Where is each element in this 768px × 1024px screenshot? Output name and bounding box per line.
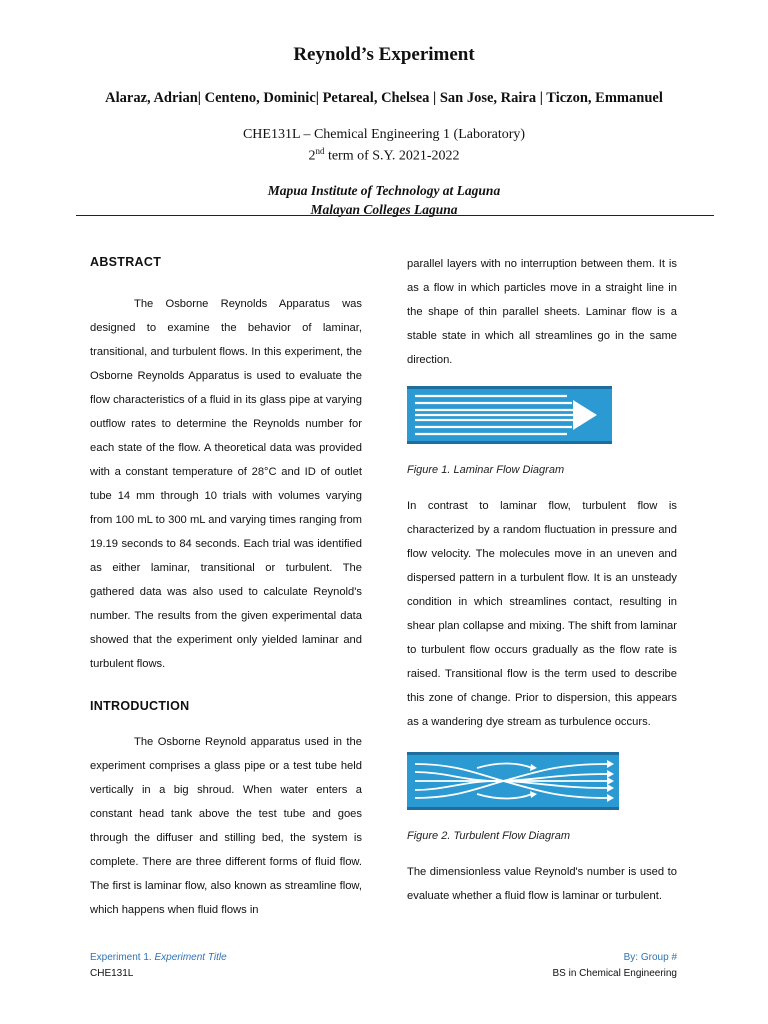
abstract-body: The Osborne Reynolds Apparatus was designed to examine the behavior of laminar, transitional, and turbulent flows. In this experiment, the Osborne Reynolds Apparatus is used to evaluate the flow characteristics of a fluid in its glass pipe at varying outflow rates to determine the Reynolds number for each state of the flow. A theoretical data was provided with a constant temperature of 28°C and ID of outlet tube 14 mm through 10 trials with volumes varying from 100 mL to 300 mL and varying times ranging from 19.19 seconds to 84 seconds. Each trial was identified as either laminar, transitional or turbulent. The gathered data was also used to calculate Reynold's number. The results from the given experimental data showed that the experiment only yielded laminar and turbulent flows. (90, 298, 362, 670)
laminar-paragraph: parallel layers with no interruption between them. It is as a flow in which particles move in a straight line in the shape of thin parallel sheets. Laminar flow is a stable state in which all streamlines go in the same direction. (407, 258, 677, 366)
paper-title: Reynold’s Experiment (293, 44, 475, 65)
footer-right (552, 950, 677, 982)
footer-left (90, 950, 227, 982)
term-line (0, 146, 768, 165)
footer-experiment-title: Experiment Title (154, 952, 227, 963)
abstract-heading: ABSTRACT (90, 255, 162, 269)
term-rest: term of S.Y. 2021-2022 (324, 148, 460, 164)
figure1-caption: Figure 1. Laminar Flow Diagram (407, 464, 565, 476)
laminar-flow-diagram (407, 386, 612, 444)
footer-program: BS in Chemical Engineering (552, 968, 677, 979)
introduction-body: The Osborne Reynold apparatus used in the experiment comprises a glass pipe or a test tube held vertically in a big shroud. When water enters a constant head tank above the test tube and goes through the diffuser and stilling bed, the system is complete. There are three different forms of fluid flow. The first is laminar flow, also known as streamline flow, which happens when fluid flows in (90, 736, 362, 916)
course-line: CHE131L – Chemical Engineering 1 (Laboratory) (242, 127, 526, 142)
turbulent-flow-diagram (407, 752, 619, 810)
term-ordinal: 2 (308, 148, 316, 164)
header-divider (76, 215, 714, 216)
term-suffix: nd (315, 146, 325, 156)
reynolds-number-paragraph: The dimensionless value Reynold's number is used to evaluate whether a fluid flow is laminar or turbulent. (407, 866, 677, 902)
institution-name: Mapua Institute of Technology at Laguna (267, 183, 501, 198)
author-list: Alaraz, Adrian| Centeno, Dominic| Petareal, Chelsea | San Jose, Raira | Ticzon, Emmanuel (105, 90, 663, 106)
figure2-caption: Figure 2. Turbulent Flow Diagram (407, 830, 571, 842)
right-column (407, 252, 677, 908)
footer-course: CHE131L (90, 968, 134, 979)
footer-experiment-prefix: Experiment 1. (90, 952, 152, 963)
turbulent-paragraph: In contrast to laminar flow, turbulent flow is characterized by a random fluctuation in pressure and flow velocity. The molecules move in an uneven and dispersed pattern in a turbulent flow. It is an unsteady condition in which streamlines contact, resulting in shear plan collapse and mixing. The shift from laminar to turbulent flow occurs gradually as the flow rate is raised. Transitional flow is the term used to describe this zone of change. Prior to dispersion, this appears as a wandering dye stream as turbulence occurs. (407, 500, 677, 728)
college-name: Malayan Colleges Laguna (310, 202, 458, 217)
introduction-heading: INTRODUCTION (90, 699, 190, 713)
footer-experiment-line (90, 950, 227, 966)
footer-group: By: Group # (623, 952, 677, 963)
left-column (90, 252, 362, 922)
